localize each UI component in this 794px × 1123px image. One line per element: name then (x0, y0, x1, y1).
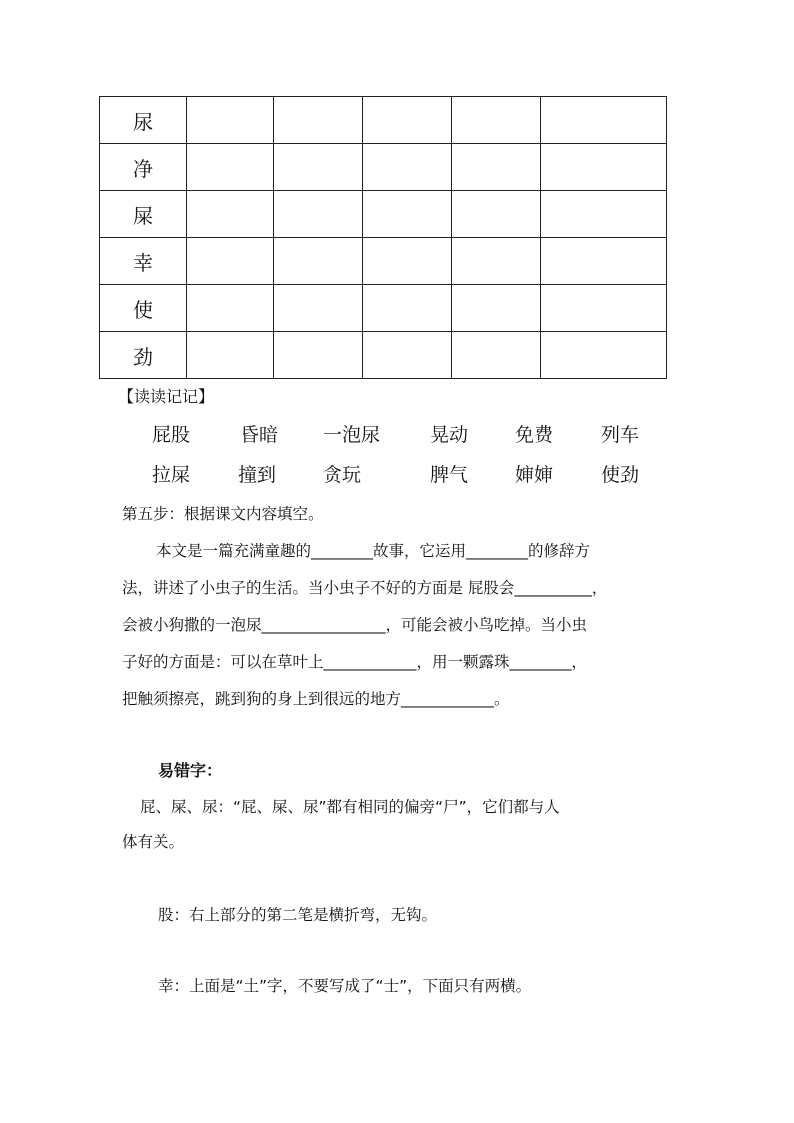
blank-writing-cell[interactable] (187, 332, 274, 379)
vocab-word: 昏暗 (240, 424, 279, 446)
practice-character: 净 (100, 144, 187, 191)
vocab-word: 一泡尿 (323, 424, 381, 446)
blank-writing-cell[interactable] (363, 238, 452, 285)
vocab-word: 免费 (515, 424, 554, 446)
error-char-note: 体有关。 (122, 833, 185, 851)
fill-blank-line: 本文是一篇充满童趣的________故事，它运用________的修辞方 (156, 542, 591, 560)
fill-blank-line: 会被小狗撒的一泡尿________________，可能会被小鸟吃掉。当小虫 (122, 616, 588, 634)
blank-writing-cell[interactable] (452, 97, 541, 144)
blank-writing-cell[interactable] (187, 144, 274, 191)
vocab-word: 贪玩 (323, 464, 362, 486)
fill-blank-line: 子好的方面是：可以在草叶上____________，用一颗露珠________， (122, 653, 588, 671)
blank-writing-cell[interactable] (452, 191, 541, 238)
read-remember-title: 【读读记记】 (118, 387, 215, 406)
blank-writing-cell[interactable] (274, 191, 363, 238)
blank-writing-cell[interactable] (452, 238, 541, 285)
blank-writing-cell[interactable] (363, 191, 452, 238)
blank-writing-cell[interactable] (541, 332, 667, 379)
practice-character: 屎 (100, 191, 187, 238)
vocab-word: 使劲 (601, 464, 640, 486)
blank-writing-cell[interactable] (541, 285, 667, 332)
fill-blank-line: 法，讲述了小虫子的生活。当小虫子不好的方面是 屁股会__________， (122, 579, 608, 597)
vocab-word: 脾气 (430, 464, 469, 486)
blank-writing-cell[interactable] (274, 332, 363, 379)
error-char-note: 屁、屎、尿：“屁、屎、尿”都有相同的偏旁“尸”，它们都与人 (140, 798, 560, 816)
table-row (100, 191, 667, 238)
blank-writing-cell[interactable] (363, 332, 452, 379)
blank-writing-cell[interactable] (541, 97, 667, 144)
fill-blank-line: 把触须擦亮，跳到狗的身上到很远的地方____________。 (122, 690, 510, 708)
blank-writing-cell[interactable] (541, 238, 667, 285)
practice-character: 尿 (100, 97, 187, 144)
blank-writing-cell[interactable] (452, 285, 541, 332)
blank-writing-cell[interactable] (274, 238, 363, 285)
practice-character: 使 (100, 285, 187, 332)
blank-writing-cell[interactable] (363, 144, 452, 191)
vocab-word: 拉屎 (152, 464, 191, 486)
character-practice-table (99, 96, 667, 379)
table-row (100, 97, 667, 144)
blank-writing-cell[interactable] (187, 191, 274, 238)
practice-character: 幸 (100, 238, 187, 285)
blank-writing-cell[interactable] (452, 144, 541, 191)
vocab-word: 列车 (601, 424, 640, 446)
blank-writing-cell[interactable] (187, 285, 274, 332)
blank-writing-cell[interactable] (274, 285, 363, 332)
practice-character: 劲 (100, 332, 187, 379)
blank-writing-cell[interactable] (541, 191, 667, 238)
blank-writing-cell[interactable] (274, 97, 363, 144)
blank-writing-cell[interactable] (363, 97, 452, 144)
table-row (100, 332, 667, 379)
blank-writing-cell[interactable] (541, 144, 667, 191)
error-char-note: 幸：上面是“土”字，不要写成了“士”，下面只有两横。 (158, 977, 532, 995)
vocab-word: 撞到 (238, 464, 277, 486)
step5-title: 第五步：根据课文内容填空。 (122, 505, 324, 523)
error-char-note: 股：右上部分的第二笔是横折弯，无钩。 (158, 906, 438, 924)
table-row (100, 144, 667, 191)
table-row (100, 238, 667, 285)
blank-writing-cell[interactable] (187, 97, 274, 144)
blank-writing-cell[interactable] (363, 285, 452, 332)
vocab-word: 婶婶 (515, 464, 554, 486)
error-chars-title: 易错字： (158, 761, 223, 780)
table-row (100, 285, 667, 332)
vocab-word: 屁股 (152, 424, 191, 446)
vocab-word: 晃动 (430, 424, 469, 446)
blank-writing-cell[interactable] (452, 332, 541, 379)
blank-writing-cell[interactable] (187, 238, 274, 285)
blank-writing-cell[interactable] (274, 144, 363, 191)
